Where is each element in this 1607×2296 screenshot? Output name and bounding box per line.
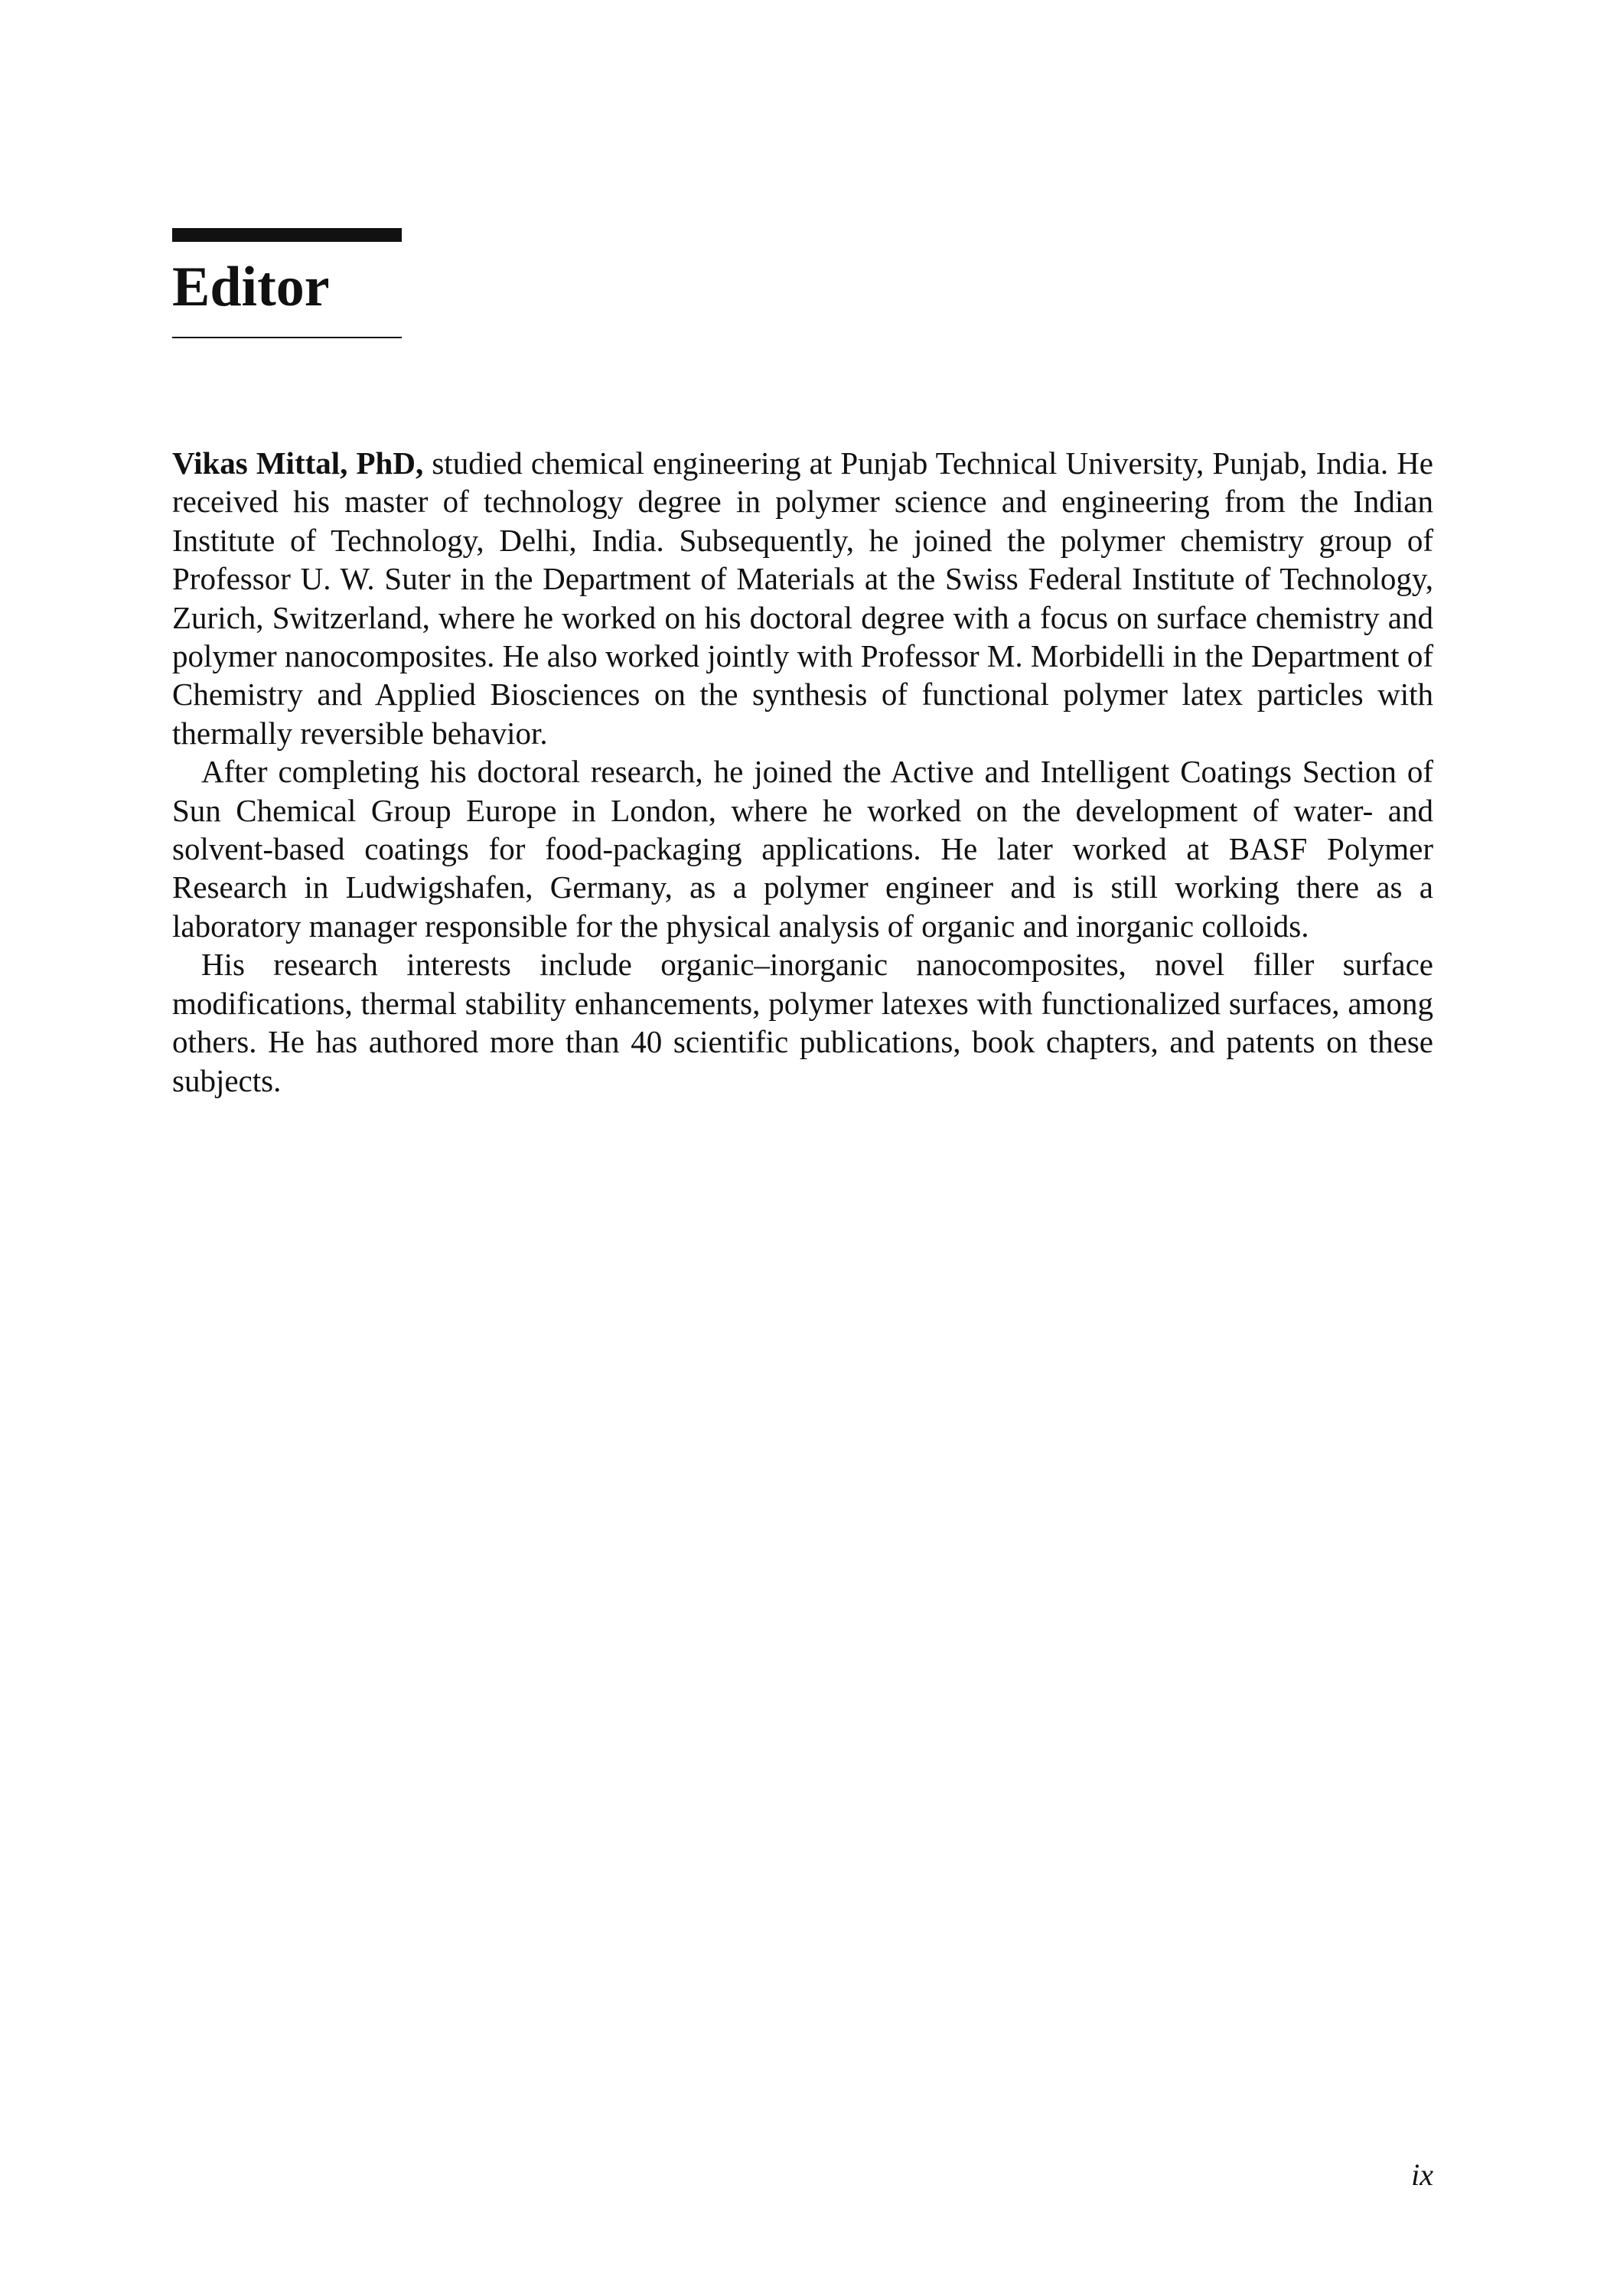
biography-paragraph-2: After completing his doctoral research, he joined the Active and Intelligent Coatings Section of Sun Chemical Group Europe in London, where he worked on the development of water- and solvent-based coatings for food-packaging applications. He later worked at BASF Polymer Research in Ludwigshafen, Germany, as a polymer engineer and is still working there as a laboratory manager responsible for the physical analysis of organic and inorganic colloids. bbox=[172, 754, 1433, 944]
chapter-header bbox=[172, 228, 402, 338]
biography-paragraph-1-text: studied chemical engineering at Punjab Technical University, Punjab, India. He received his master of technology degree in polymer science and engineering from the Indian Institute of Technology, Delhi, India. Subsequently, he joined the polymer chemistry group of Professor U. W. Suter in the Department of Materials at the Swiss Federal Institute of Technology, Zurich, Switzerland, where he worked on his doctoral degree with a focus on surface chemistry and polymer nanocomposites. He also worked jointly with Professor M. Morbidelli in the Department of Chemistry and Applied Biosciences on the synthesis of functional polymer latex particles with thermally reversible behavior. bbox=[172, 445, 1433, 751]
page-number: ix bbox=[1411, 2157, 1433, 2192]
chapter-title: Editor bbox=[172, 256, 330, 318]
biography-paragraph-3: His research interests include organic–inorganic nanocomposites, novel filler surface modifications, thermal stability enhancements, polymer latexes with functionalized surfaces, among others. He has authored more than 40 scientific publications, book chapters, and patents on these subjects. bbox=[172, 947, 1433, 1098]
chapter-top-rule bbox=[172, 228, 402, 242]
chapter-bottom-rule bbox=[172, 337, 402, 338]
author-name: Vikas Mittal, PhD, bbox=[172, 445, 424, 481]
biography-paragraph-1 bbox=[172, 444, 1433, 752]
editor-biography bbox=[172, 444, 1433, 1100]
